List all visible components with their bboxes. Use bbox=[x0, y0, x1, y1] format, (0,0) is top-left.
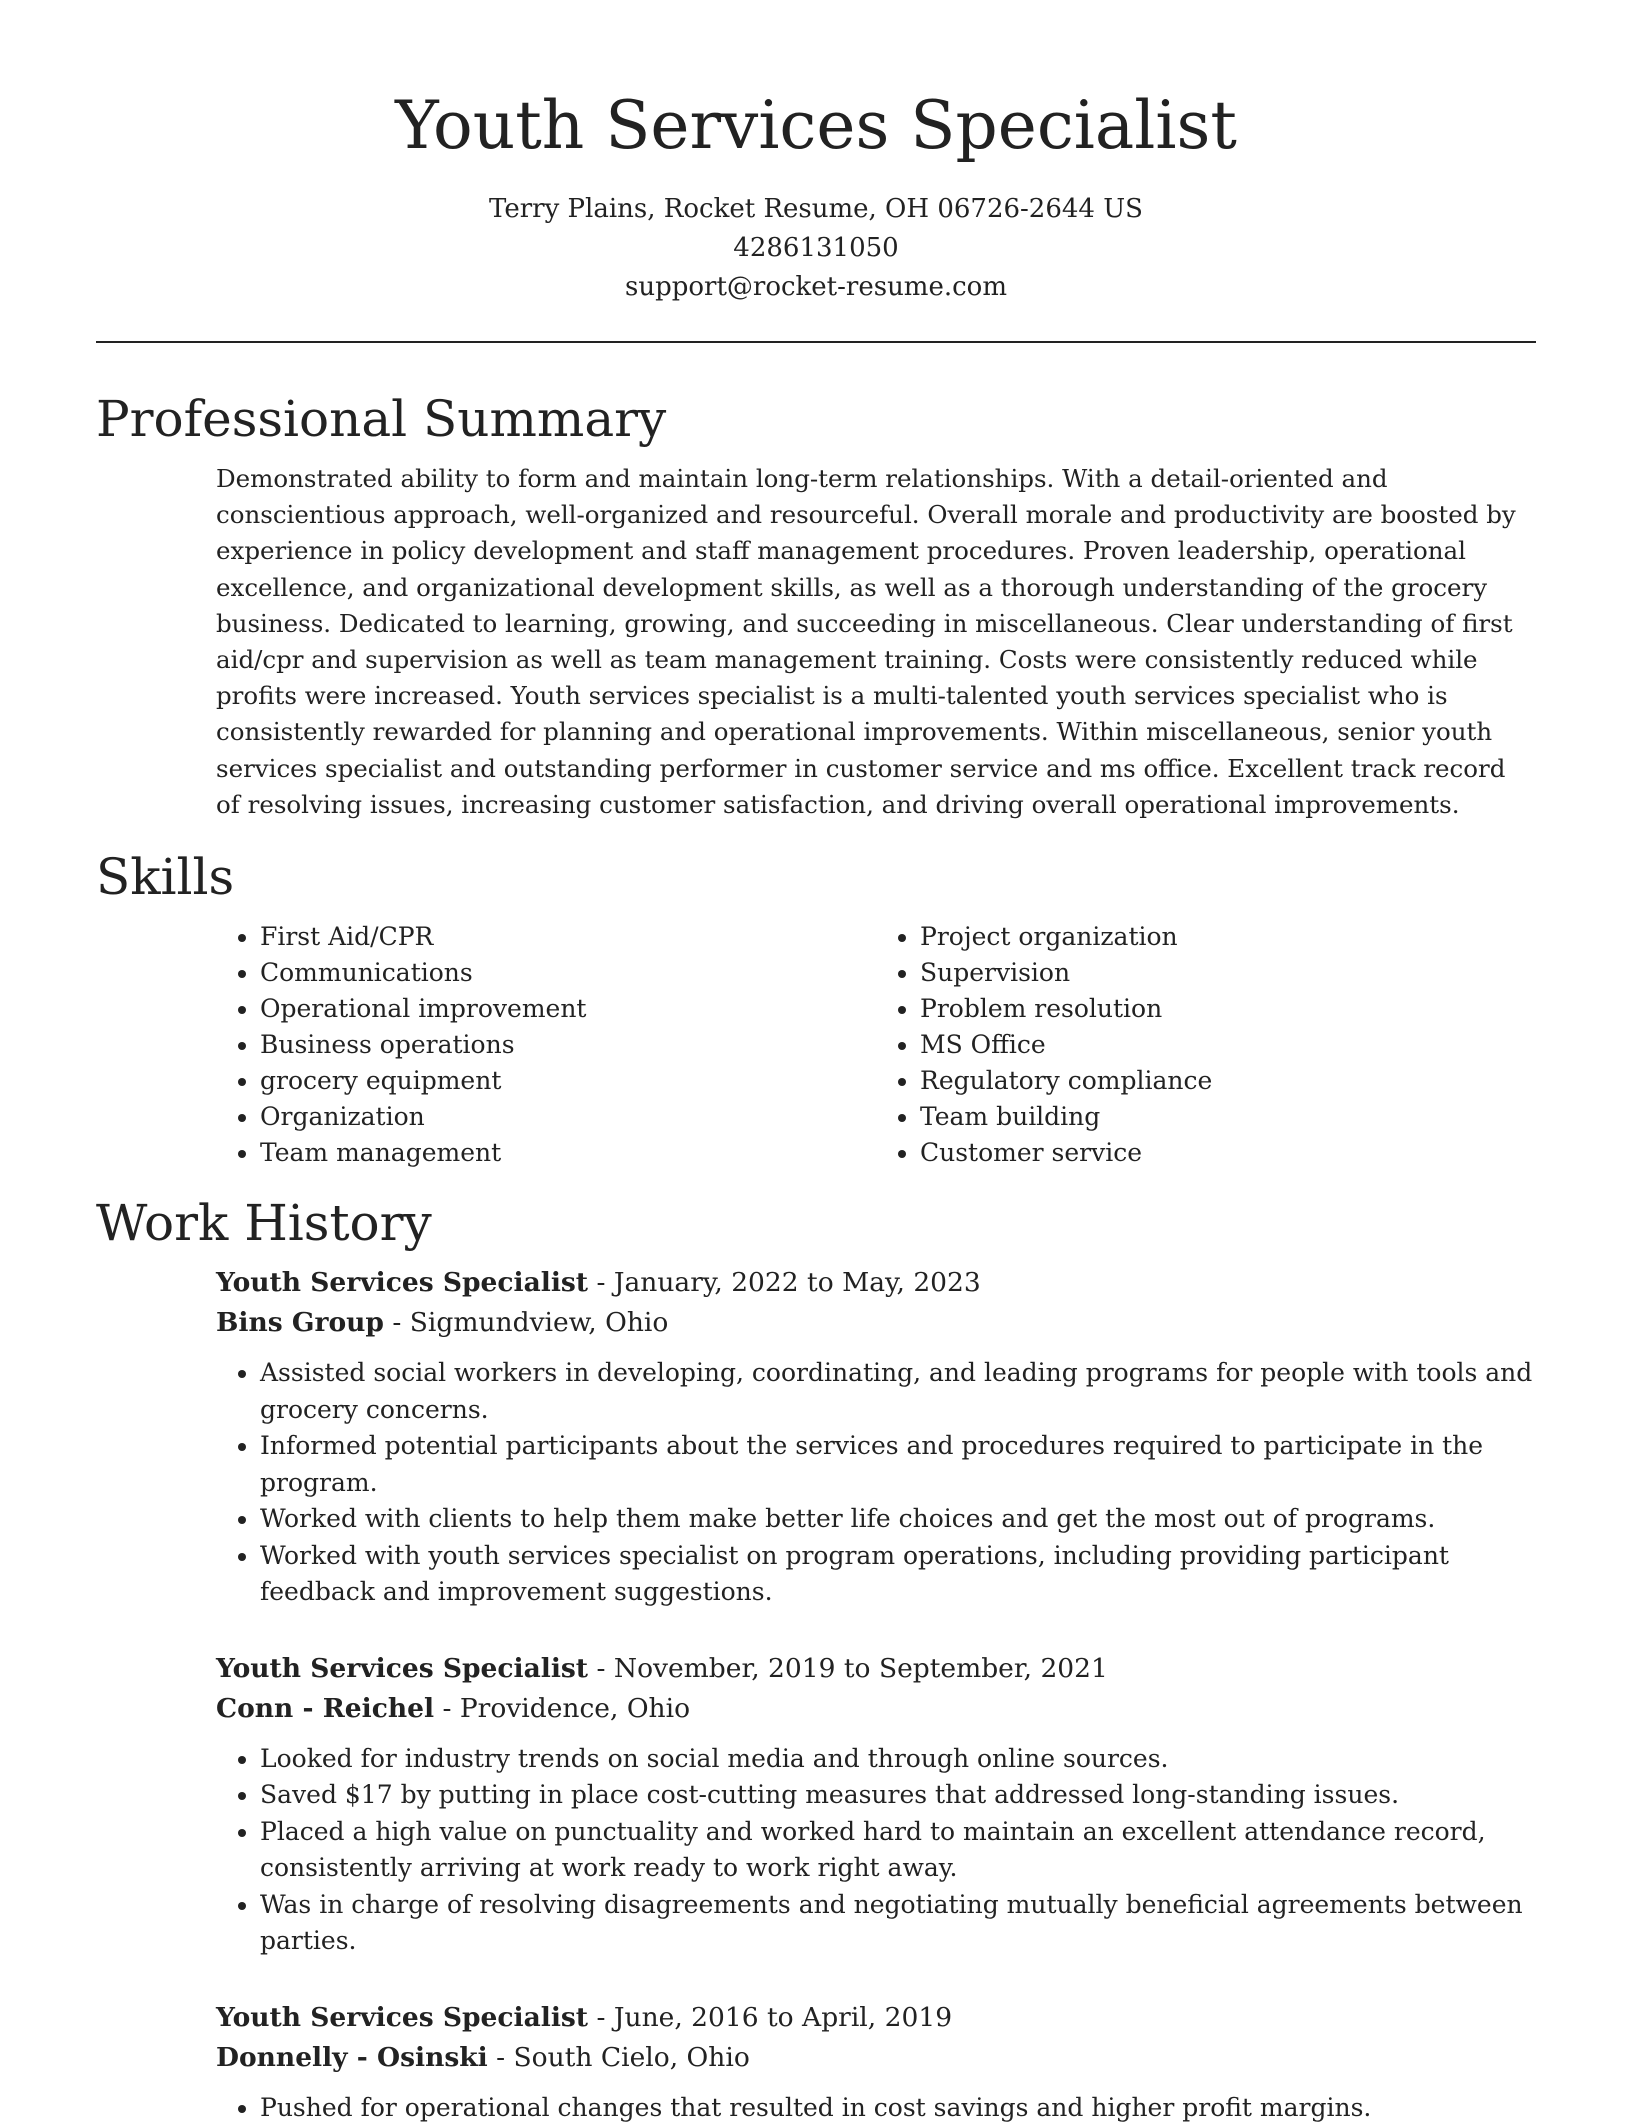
job-title: Youth Services Specialist bbox=[216, 1652, 589, 1684]
skill-item: • First Aid/CPR bbox=[260, 919, 876, 955]
job-title: Youth Services Specialist bbox=[216, 1267, 589, 1299]
job-bullet: • Informed potential participants about the services and procedures required to participate in the program. bbox=[260, 1428, 1536, 1501]
contact-email: support@rocket-resume.com bbox=[624, 272, 1007, 302]
skill-item: • grocery equipment bbox=[260, 1063, 876, 1099]
job-dates: November, 2019 to September, 2021 bbox=[613, 1652, 1108, 1684]
resume-page bbox=[96, 0, 1536, 2126]
job-location: Providence, Ohio bbox=[459, 1692, 691, 1724]
skill-item: • Team management bbox=[260, 1135, 876, 1171]
job-company: Donnelly - Osinski bbox=[216, 2041, 488, 2073]
job-bullet: • Placed a high value on punctuality and worked hard to maintain an excellent attendance record, consistently arriving at work ready to work right away. bbox=[260, 1814, 1536, 1887]
job-bullet: • Worked with clients to help them make better life choices and get the most out of programs. bbox=[260, 1501, 1536, 1538]
skill-item: • Organization bbox=[260, 1099, 876, 1135]
job-bullet: • Was in charge of resolving disagreements and negotiating mutually beneficial agreements between parties. bbox=[260, 1887, 1536, 1960]
resume-name: Youth Services Specialist bbox=[395, 87, 1237, 164]
skills-right-column bbox=[876, 919, 1536, 1171]
skill-item: • Team building bbox=[920, 1099, 1536, 1135]
job-dates: January, 2022 to May, 2023 bbox=[613, 1267, 981, 1299]
contact-address: Terry Plains, Rocket Resume, OH 06726-2644 US bbox=[489, 194, 1143, 224]
summary-text: Demonstrated ability to form and maintain long-term relationships. With a detail-oriented and conscientious approach, well-organized and resourceful. Overall morale and productivity are boosted by experience in policy development and staff management procedures. Proven leadership, operational excellence, and organizational development skills, as well as a thorough understanding of the grocery business. Dedicated to learning, growing, and succeeding in miscellaneous. Clear understanding of first aid/cpr and supervision as well as team management training. Costs were consistently reduced while profits were increased. Youth services specialist is a multi-talented youth services specialist who is consistently rewarded for planning and operational improvements. Within miscellaneous, senior youth services specialist and outstanding performer in customer service and ms office. Excellent track record of resolving issues, increasing customer satisfaction, and driving overall operational improvements. bbox=[216, 464, 1516, 819]
job-title-line: Youth Services Specialist - June, 2016 to April, 2019 bbox=[216, 2001, 953, 2033]
job-title-line: Youth Services Specialist - November, 2019 to September, 2021 bbox=[216, 1652, 1108, 1684]
skill-item: • Business operations bbox=[260, 1027, 876, 1063]
job-entry bbox=[216, 1263, 1536, 1611]
skill-item: • MS Office bbox=[920, 1027, 1536, 1063]
skill-item: • Communications bbox=[260, 955, 876, 991]
job-bullet: • Saved $17 by putting in place cost-cutting measures that addressed long-standing issues. bbox=[260, 1777, 1536, 1814]
job-company-line: Conn - Reichel - Providence, Ohio bbox=[216, 1692, 691, 1724]
job-bullet: • Assisted social workers in developing, coordinating, and leading programs for people with tools and grocery concerns. bbox=[260, 1355, 1536, 1428]
skill-item: • Customer service bbox=[920, 1135, 1536, 1171]
job-entry bbox=[216, 1649, 1536, 1960]
header-divider bbox=[96, 341, 1536, 343]
contact-phone: 4286131050 bbox=[733, 233, 899, 263]
skill-item: • Project organization bbox=[920, 919, 1536, 955]
work-history-section bbox=[96, 1191, 1536, 2126]
summary-heading: Professional Summary bbox=[96, 390, 667, 448]
job-bullets bbox=[216, 2090, 1536, 2126]
professional-summary-section bbox=[96, 387, 1536, 823]
job-company-line: Donnelly - Osinski - South Cielo, Ohio bbox=[216, 2041, 750, 2073]
skill-item: • Operational improvement bbox=[260, 991, 876, 1027]
job-bullet: • Looked for industry trends on social media and through online sources. bbox=[260, 1741, 1536, 1778]
job-company-line: Bins Group - Sigmundview, Ohio bbox=[216, 1307, 669, 1339]
skill-item: • Regulatory compliance bbox=[920, 1063, 1536, 1099]
skills-heading: Skills bbox=[96, 848, 235, 907]
job-bullets bbox=[216, 1741, 1536, 1960]
skill-item: • Supervision bbox=[920, 955, 1536, 991]
job-title: Youth Services Specialist bbox=[216, 2001, 589, 2033]
skills-section bbox=[96, 845, 1536, 1171]
job-dates: June, 2016 to April, 2019 bbox=[613, 2001, 953, 2033]
job-entry bbox=[216, 1998, 1536, 2126]
job-title-line: Youth Services Specialist - January, 2022 to May, 2023 bbox=[216, 1267, 981, 1299]
contact-info bbox=[96, 190, 1536, 307]
skills-left-column bbox=[216, 919, 876, 1171]
job-location: South Cielo, Ohio bbox=[513, 2041, 750, 2073]
skill-item: • Problem resolution bbox=[920, 991, 1536, 1027]
job-bullet: • Pushed for operational changes that resulted in cost savings and higher profit margins. bbox=[260, 2090, 1536, 2126]
job-bullet: • Worked with youth services specialist on program operations, including providing participant feedback and improvement suggestions. bbox=[260, 1538, 1536, 1611]
job-location: Sigmundview, Ohio bbox=[409, 1307, 669, 1339]
resume-header bbox=[96, 0, 1536, 307]
skills-grid bbox=[216, 919, 1536, 1171]
job-company: Conn - Reichel bbox=[216, 1692, 435, 1724]
work-history-heading: Work History bbox=[96, 1194, 432, 1253]
job-bullets bbox=[216, 1355, 1536, 1611]
job-company: Bins Group bbox=[216, 1307, 384, 1339]
